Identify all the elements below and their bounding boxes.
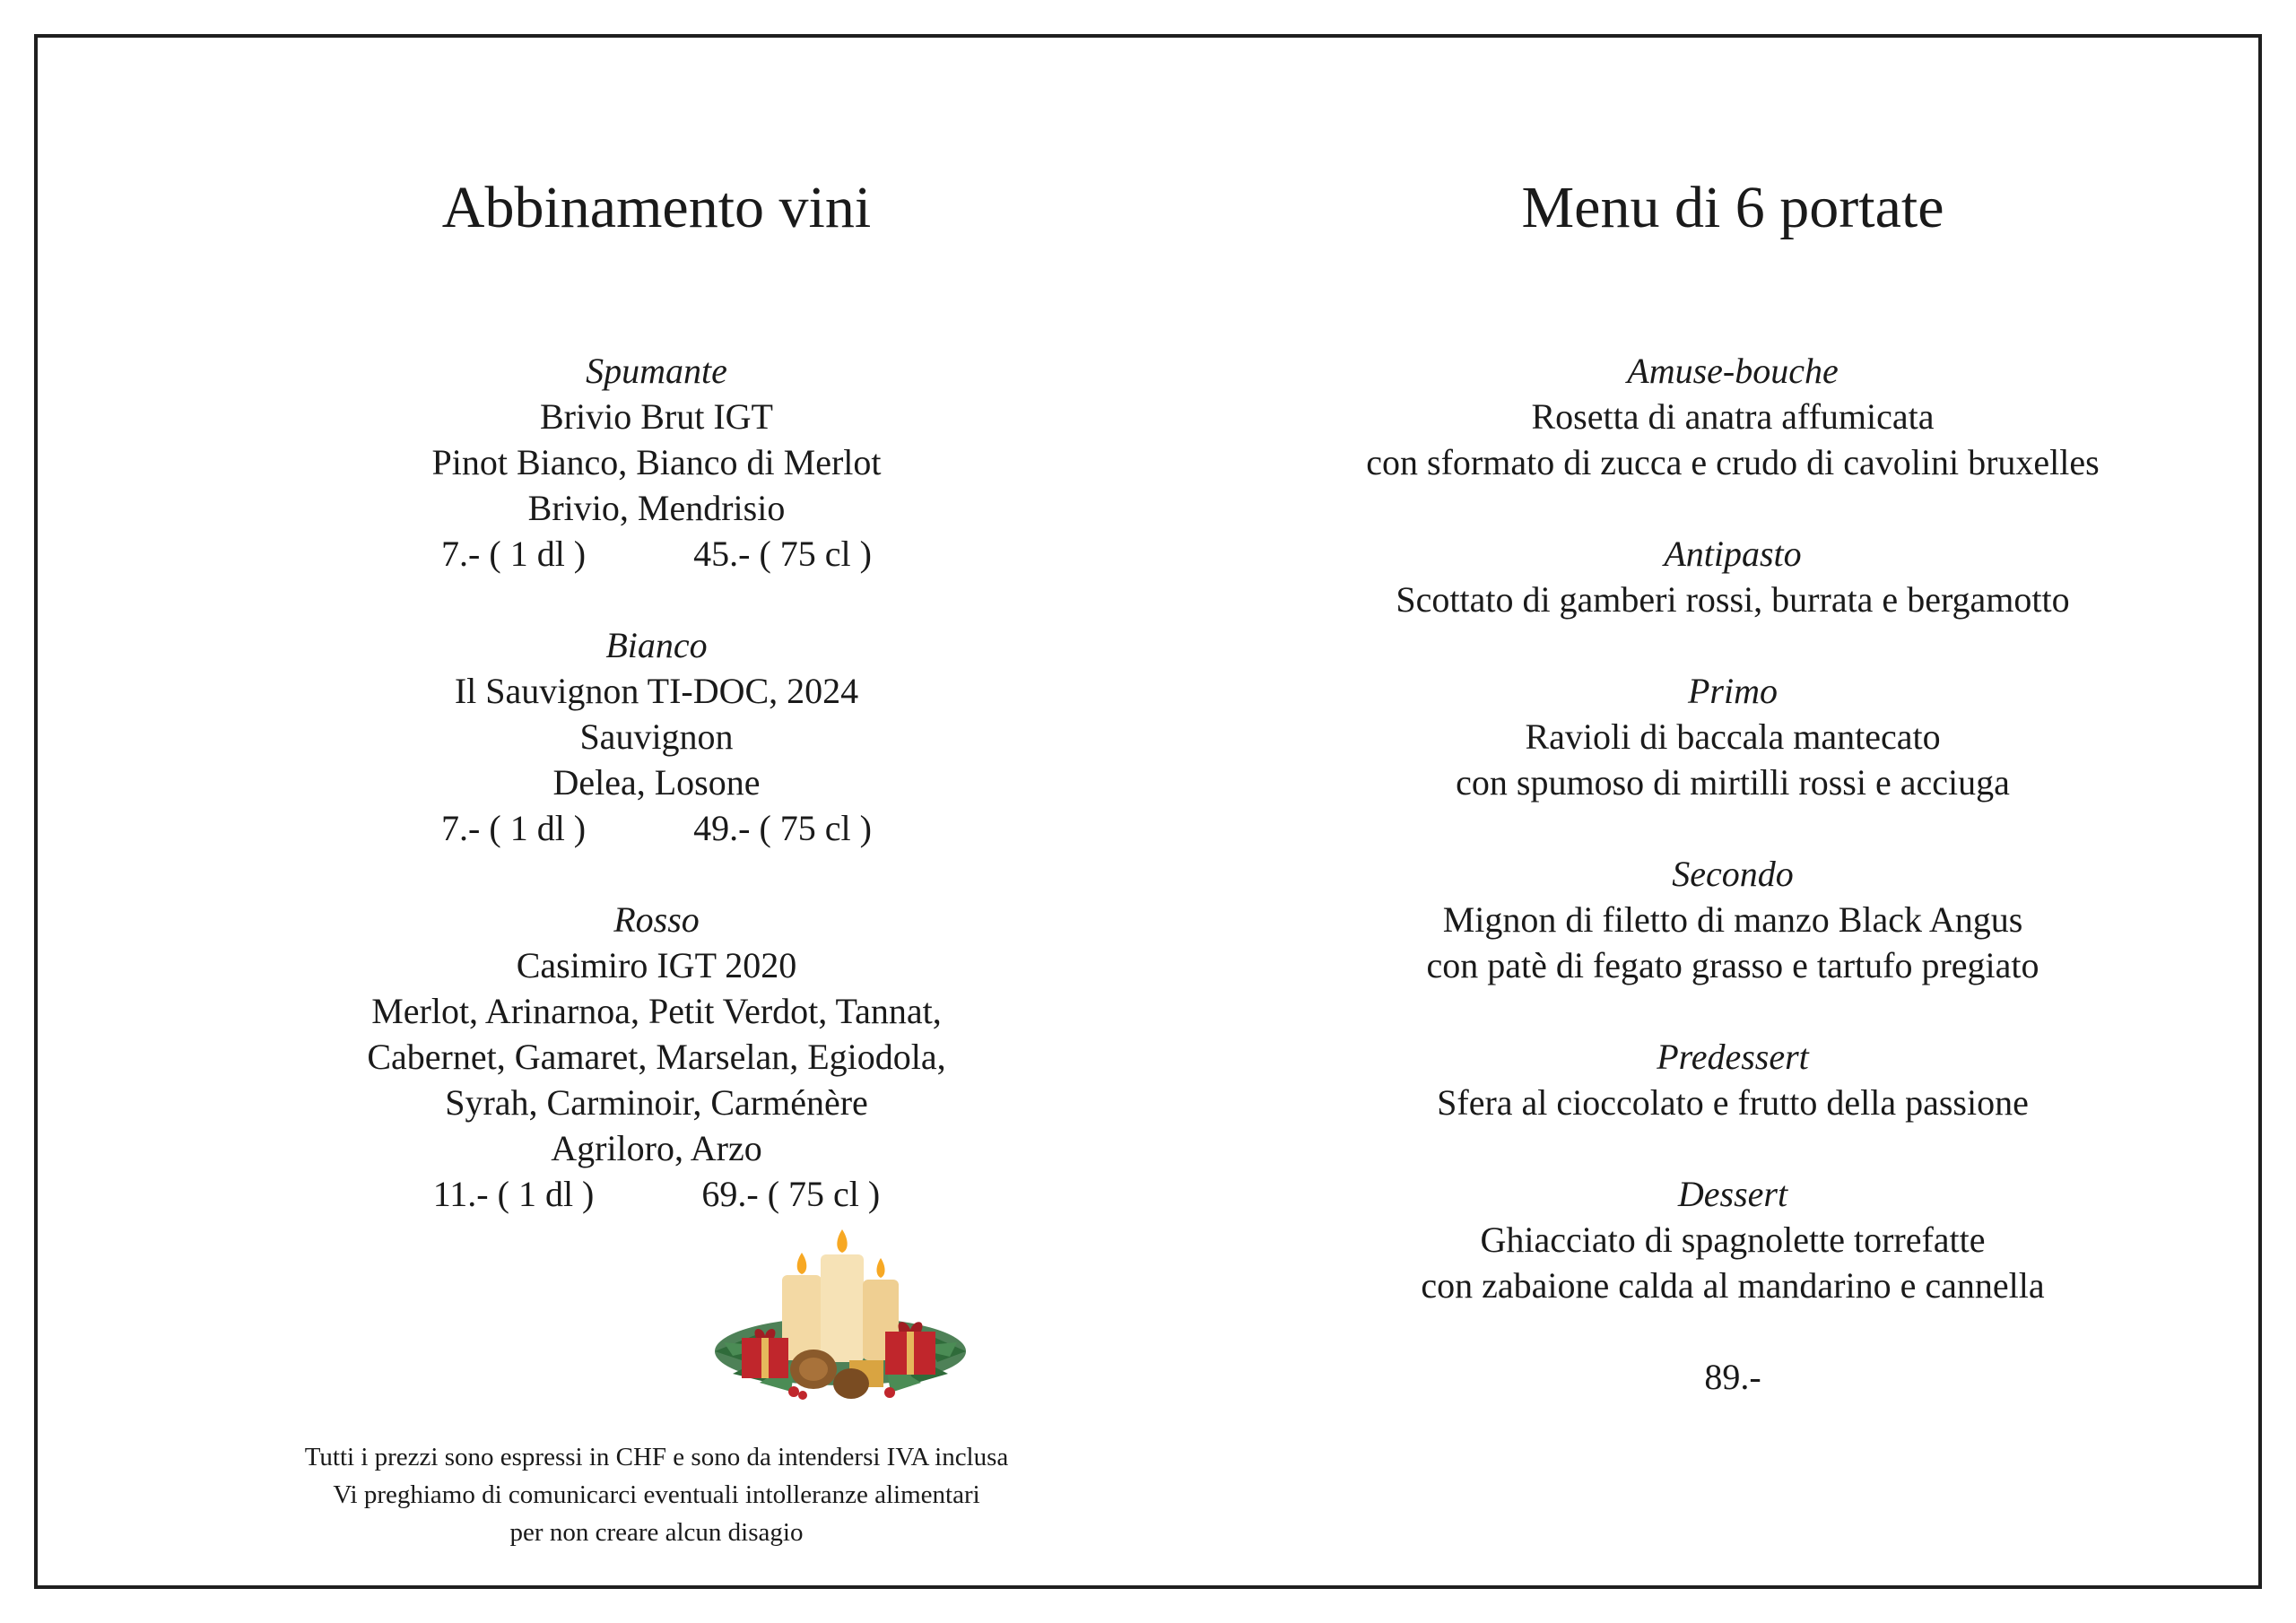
course-antipasto: [1177, 531, 2289, 622]
footnote-line: Tutti i prezzi sono espressi in CHF e sono da intendersi IVA inclusa: [304, 1443, 1009, 1471]
wine-grapes: Cabernet, Gamaret, Marselan, Egiodola,: [367, 1037, 946, 1077]
course-label: Dessert: [1677, 1174, 1788, 1214]
course-label: Antipasto: [1664, 534, 1802, 574]
course-line: con zabaione calda al mandarino e cannella: [1421, 1265, 2045, 1306]
course-line: con sformato di zucca e crudo di cavolini bruxelles: [1366, 442, 2100, 482]
footnote-line: Vi preghiamo di comunicarci eventuali intolleranze alimentari: [333, 1480, 980, 1509]
price-bottle: 69.- ( 75 cl ): [701, 1174, 881, 1214]
course-line: Sfera al cioccolato e frutto della passione: [1437, 1082, 2029, 1123]
advent-candles-icon: [706, 1217, 975, 1414]
course-label: Predessert: [1657, 1037, 1809, 1077]
price-bottle: 49.- ( 75 cl ): [693, 808, 872, 848]
wine-producer: Delea, Losone: [552, 762, 761, 803]
price-glass: 11.- ( 1 dl ): [432, 1174, 595, 1214]
footnote: [217, 1438, 1096, 1551]
wine-grapes: Sauvignon: [579, 716, 734, 757]
wine-prices: [217, 805, 1096, 851]
wine-name: Casimiro IGT 2020: [516, 945, 797, 985]
course-label: Primo: [1688, 671, 1778, 711]
course-line: con spumoso di mirtilli rossi e acciuga: [1456, 762, 2010, 803]
price-bottle: 45.- ( 75 cl ): [693, 534, 872, 574]
course-line: Rosetta di anatra affumicata: [1531, 396, 1935, 437]
wine-section-bianco: [217, 622, 1096, 851]
menu-card-frame: [34, 34, 2262, 1589]
wine-producer: Brivio, Mendrisio: [527, 488, 786, 528]
wine-name: Brivio Brut IGT: [540, 396, 773, 437]
course-primo: [1177, 668, 2289, 805]
course-predessert: [1177, 1034, 2289, 1125]
course-line: con patè di fegato grasso e tartufo pregiato: [1426, 945, 2039, 985]
menu-price: 89.-: [1704, 1357, 1761, 1397]
wine-category-label: Bianco: [605, 625, 708, 665]
course-label: Secondo: [1672, 854, 1794, 894]
price-glass: 7.- ( 1 dl ): [441, 808, 587, 848]
wine-section-rosso: [217, 897, 1096, 1217]
tasting-menu-title: Menu di 6 portate: [1521, 175, 1944, 240]
course-label: Amuse-bouche: [1627, 351, 1839, 391]
wine-list: [217, 348, 1096, 1263]
wine-grapes: Syrah, Carminoir, Carménère: [445, 1082, 868, 1123]
course-line: Ghiacciato di spagnolette torrefatte: [1480, 1219, 1986, 1260]
course-list: [1177, 348, 2289, 1400]
course-line: Mignon di filetto di manzo Black Angus: [1442, 899, 2023, 940]
wine-grapes: Merlot, Arinarnoa, Petit Verdot, Tannat,: [371, 991, 942, 1031]
wine-category-label: Spumante: [586, 351, 727, 391]
wine-section-spumante: [217, 348, 1096, 577]
wine-name: Il Sauvignon TI-DOC, 2024: [454, 671, 859, 711]
wine-category-label: Rosso: [613, 899, 700, 940]
footnote-line: per non creare alcun disagio: [509, 1518, 804, 1547]
course-dessert: [1177, 1171, 2289, 1308]
wine-pairing-title: Abbinamento vini: [441, 175, 872, 240]
wine-grapes: Pinot Bianco, Bianco di Merlot: [431, 442, 882, 482]
wine-prices: [217, 1171, 1096, 1217]
course-line: Ravioli di baccala mantecato: [1525, 716, 1941, 757]
course-amuse-bouche: [1177, 348, 2289, 485]
course-secondo: [1177, 851, 2289, 988]
course-line: Scottato di gamberi rossi, burrata e bergamotto: [1396, 579, 2070, 620]
wine-producer: Agriloro, Arzo: [551, 1128, 762, 1168]
price-glass: 7.- ( 1 dl ): [441, 534, 587, 574]
wine-prices: [217, 531, 1096, 577]
